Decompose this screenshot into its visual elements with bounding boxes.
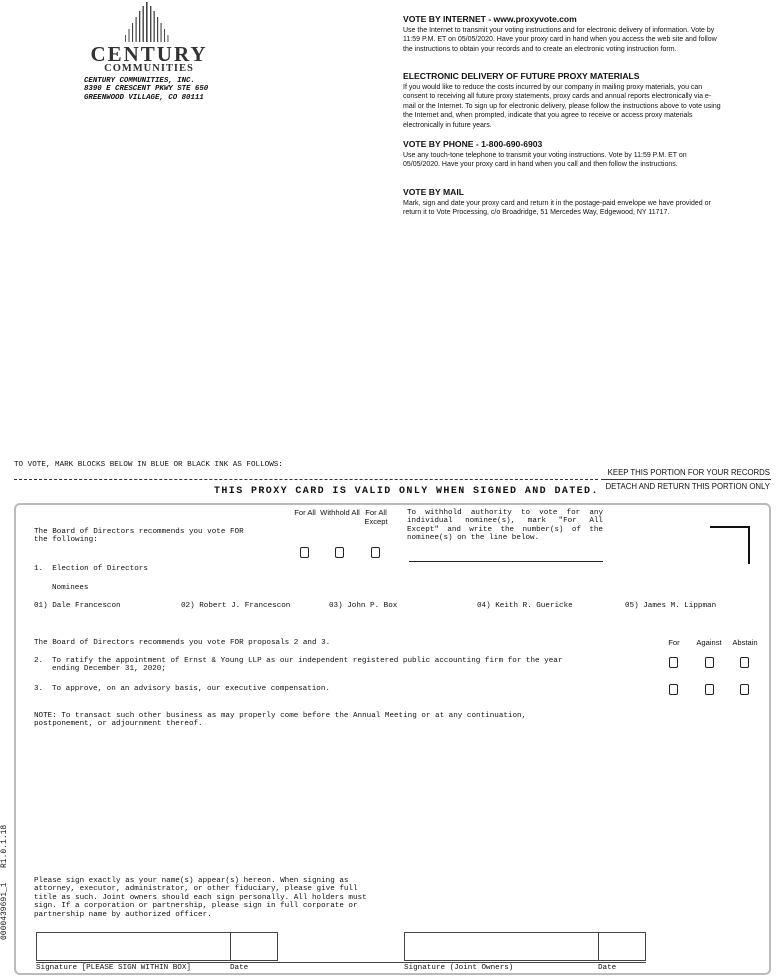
nominees-label: Nominees [52, 584, 89, 592]
signature-label: Signature [PLEASE SIGN WITHIN BOX] [36, 964, 191, 972]
signature-box[interactable] [36, 932, 231, 961]
col-against: Against [696, 638, 722, 647]
vote-internet-body: Use the Internet to transmit your voting instructions and for electronic delivery of information. Vote by 11:59 P.M. ET on 05/05/2020. Have your proxy card in hand when you access the web site and follow the instructions to obtain your records and to create an electronic voting instruction form. [403, 27, 717, 53]
except-nominee-line[interactable] [409, 561, 603, 562]
vote-phone-body: Use any touch-tone telephone to transmit your voting instructions. Vote by 11:59 P.M. ET on 05/05/2020. Have your proxy card in hand when you call and then follow the instructions. [403, 152, 687, 169]
withhold-all-checkbox[interactable] [335, 547, 344, 558]
nominee-05: 05) James M. Lippman [625, 602, 717, 610]
board-recommendation-2: The Board of Directors recommends you vote FOR proposals 2 and 3. [34, 639, 331, 647]
joint-signature-box[interactable] [404, 932, 599, 961]
proposal-2-against-checkbox[interactable] [705, 657, 714, 668]
proposal-3-abstain-checkbox[interactable] [740, 684, 749, 695]
joint-signature-label: Signature (Joint Owners) [404, 964, 514, 972]
col-withhold-all: Withhold All [320, 508, 360, 517]
electronic-delivery [403, 71, 721, 130]
note-text: NOTE: To transact such other business as may properly come before the Annual Meeting or at any continuation, postponement, or adjournment thereof. [34, 712, 527, 729]
proposal-2-for-checkbox[interactable] [669, 657, 678, 668]
nominee-03: 03) John P. Box [329, 602, 398, 610]
electronic-delivery-body: If you would like to reduce the costs incurred by our company in mailing proxy materials, you can consent to receiving all future proxy statements, proxy cards and annual reports electronically via e-mail or the Internet. To sign up for electronic delivery, please follow the instructions above to vote using the Internet and, when prompted, indicate that you agree to receive or access proxy materials electronically in future years. [403, 84, 721, 129]
signature-date-box[interactable] [230, 932, 278, 961]
date-label-1: Date [230, 964, 249, 972]
col-for: For [668, 638, 680, 647]
logo-wordmark: CENTURY [90, 42, 208, 66]
for-all-checkbox[interactable] [300, 547, 309, 558]
company-address: CENTURY COMMUNITIES, INC. 8390 E CRESCENT PKWY STE 650 GREENWOOD VILLAGE, CO 80111 [84, 77, 209, 102]
keep-line [601, 479, 771, 480]
joint-signature-date-box[interactable] [598, 932, 646, 961]
nominee-01: 01) Dale Francescon [34, 602, 121, 610]
keep-portion-label: KEEP THIS PORTION FOR YOUR RECORDS [607, 468, 770, 477]
board-recommendation-1: The Board of Directors recommends you vote FOR the following: [34, 528, 244, 545]
detach-portion-label: DETACH AND RETURN THIS PORTION ONLY [605, 482, 770, 491]
withhold-instruction: To withhold authority to vote for any individual nominee(s), mark "For All Except" and write the number(s) of the nominee(s) on the line below. [407, 509, 603, 543]
col-for-all-except: For All Except [364, 508, 388, 526]
proposal-3-text: To approve, on an advisory basis, our executive compensation. [52, 685, 330, 693]
proposal-3-for-checkbox[interactable] [669, 684, 678, 695]
vote-mail-body: Mark, sign and date your proxy card and return it in the postage-paid envelope we have provided or return it to Vote Processing, c/o Broadridge, 51 Mercedes Way, Edgewood, NY 11717. [403, 200, 711, 217]
proposal-2-number: 2. [34, 657, 44, 665]
vote-internet-title: VOTE BY INTERNET - www.proxyvote.com [403, 14, 577, 24]
company-logo-icon [122, 2, 172, 42]
electronic-delivery-title: ELECTRONIC DELIVERY OF FUTURE PROXY MATERIALS [403, 71, 640, 81]
proposal-3-number: 3. [34, 685, 44, 693]
detach-line [14, 479, 598, 480]
nominee-02: 02) Robert J. Francescon [181, 602, 291, 610]
vote-mail-title: VOTE BY MAIL [403, 187, 464, 197]
signing-instruction: Please sign exactly as your name(s) appear(s) hereon. When signing as attorney, executor, administrator, or other fiduciary, please give full title as such. Joint owners should each sign personally. All holders must sign. If a corporation or partnership, please sign in full corporate or partnership name by authorized officer. [34, 877, 367, 919]
vote-phone-title: VOTE BY PHONE - 1-800-690-6903 [403, 139, 543, 149]
side-code: 0000439691_1 R1.0.1.18 [0, 824, 9, 940]
proposal-3-against-checkbox[interactable] [705, 684, 714, 695]
date-label-2: Date [598, 964, 617, 972]
proposal-2-text: To ratify the appointment of Ernst & Young LLP as our independent registered public accounting firm for the year ending December 31, 2020; [52, 657, 563, 674]
signature-underline [36, 962, 646, 963]
item-1-election: 1. Election of Directors [34, 565, 148, 573]
ink-instruction: TO VOTE, MARK BLOCKS BELOW IN BLUE OR BLACK INK AS FOLLOWS: [14, 461, 283, 469]
col-abstain: Abstain [732, 638, 758, 647]
valid-note: THIS PROXY CARD IS VALID ONLY WHEN SIGNED AND DATED. [214, 486, 599, 497]
logo-subtitle: COMMUNITIES [104, 63, 194, 74]
vote-by-phone [403, 139, 721, 170]
nominee-04: 04) Keith R. Guericke [477, 602, 573, 610]
scan-corner-mark [710, 526, 750, 564]
col-for-all: For All [294, 508, 316, 517]
proposal-2-abstain-checkbox[interactable] [740, 657, 749, 668]
for-all-except-checkbox[interactable] [371, 547, 380, 558]
vote-by-internet [403, 14, 721, 54]
vote-by-mail [403, 187, 721, 218]
